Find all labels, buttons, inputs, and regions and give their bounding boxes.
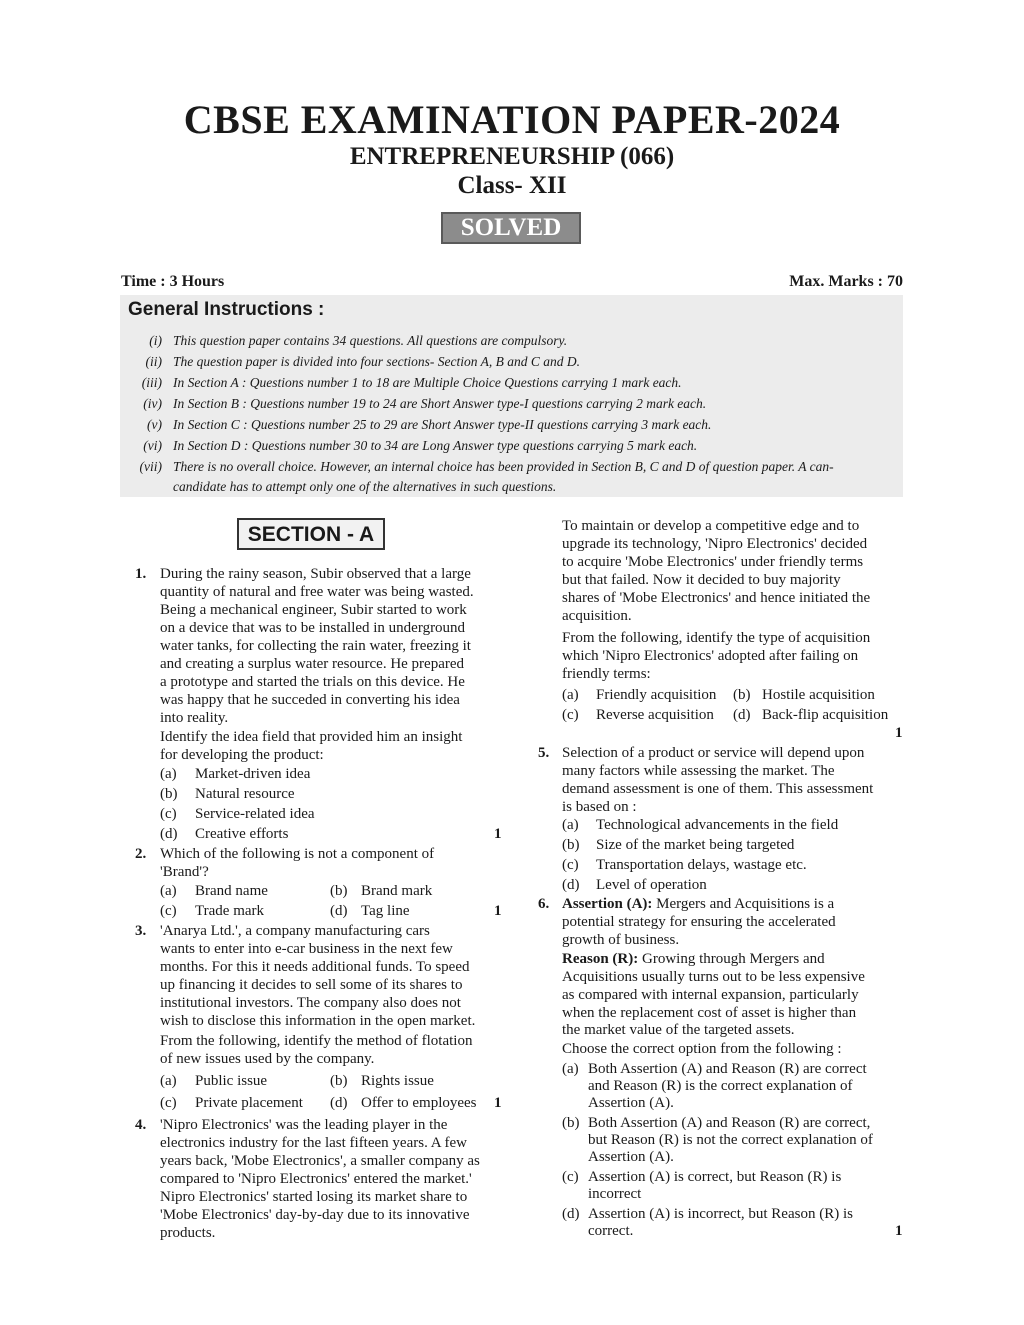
option-text-line: Both Assertion (A) and Reason (R) are correct [588, 1061, 867, 1077]
option-text: Brand name [195, 883, 268, 899]
question-text-line: products. [160, 1225, 216, 1241]
question-text-line: up financing it decides to sell some of its shares to [160, 977, 463, 993]
general-instructions [120, 295, 903, 497]
option-text-line: Assertion (A). [588, 1095, 674, 1111]
question-text-line: for developing the product: [160, 747, 324, 763]
option-text: Market-driven idea [195, 766, 311, 782]
question-text-line: months. For this it needs additional funds. To speed [160, 959, 470, 975]
question-text-line: electronics industry for the last fifteen years. A few [160, 1135, 467, 1151]
assertion-text: Mergers and Acquisitions is a [656, 896, 835, 912]
option-label: (d) [160, 826, 178, 842]
question-text-line: to acquire 'Mobe Electronics' under friendly terms [562, 554, 864, 570]
instructions-title: General Instructions : [128, 299, 325, 320]
question-number: 4. [135, 1117, 147, 1133]
question-text-line: on a device that was to be installed in underground [160, 620, 466, 636]
time-info: Time : 3 Hours [121, 273, 225, 290]
option-label: (b) [160, 786, 178, 802]
question-text-line: From the following, identify the method of flotation [160, 1033, 473, 1049]
question-text-line: Choose the correct option from the following : [562, 1041, 842, 1057]
question-text-line: institutional investors. The company also does not [160, 995, 461, 1011]
option-label: (d) [733, 707, 751, 723]
option-text: Private placement [195, 1095, 303, 1111]
option-text: Offer to employees [361, 1095, 477, 1111]
instruction-text: In Section B : Questions number 19 to 24 are Short Answer type-I questions carrying 2 mark each. [173, 396, 707, 411]
option-label: (b) [330, 883, 348, 899]
subject-title: ENTREPRENEURSHIP (066) [349, 143, 675, 170]
question-text-line: shares of 'Mobe Electronics' and hence initiated the [562, 590, 871, 606]
question-text-line: which 'Nipro Electronics' adopted after failing on [562, 648, 859, 664]
reason-text-line: when the replacement cost of asset is higher than [562, 1005, 857, 1021]
option-label: (d) [330, 903, 348, 919]
instruction-text: In Section D : Questions number 30 to 34 are Long Answer type questions carrying 5 mark each. [173, 438, 698, 453]
option-label: (a) [160, 883, 177, 899]
marks: 1 [895, 1223, 903, 1239]
question-text-line: acquisition. [562, 608, 632, 624]
assertion-text-line: growth of business. [562, 932, 680, 948]
question-text-line: is based on : [562, 799, 637, 815]
question-text-line: into reality. [160, 710, 229, 726]
option-text: Tag line [361, 903, 410, 919]
assertion-label: Assertion (A): [562, 896, 653, 912]
instruction-text: candidate has to attempt only one of the alternatives in such questions. [173, 479, 557, 494]
instruction-text: In Section A : Questions number 1 to 18 are Multiple Choice Questions carrying 1 mark each. [173, 375, 682, 390]
instruction-number: (vi) [143, 438, 162, 453]
option-text: Hostile acquisition [762, 687, 875, 703]
reason-text-line: the market value of the targeted assets. [562, 1022, 795, 1038]
option-text: Brand mark [361, 883, 433, 899]
question-text-line: water tanks, for collecting the rain water, freezing it [160, 638, 471, 654]
option-text-line: correct. [588, 1223, 634, 1239]
reason-text-line: as compared with internal expansion, particularly [562, 987, 859, 1003]
instruction-number: (iii) [141, 375, 162, 390]
option-label: (c) [562, 857, 579, 873]
question-text-line: 'Anarya Ltd.', a company manufacturing cars [160, 923, 430, 939]
instruction-text: The question paper is divided into four sections- Section A, B and C and D. [173, 354, 580, 369]
instruction-number: (ii) [145, 354, 162, 369]
question-text-line: Nipro Electronics' started losing its market share to [160, 1189, 468, 1205]
question-text-line: Identify the idea field that provided him an insight [160, 729, 463, 745]
option-label: (d) [562, 877, 580, 893]
question-number: 2. [135, 846, 147, 862]
class-label: Class- XII [457, 172, 567, 199]
question-text-line: wish to disclose this information in the open market. [160, 1013, 476, 1029]
page-title: CBSE EXAMINATION PAPER-2024 [183, 97, 841, 142]
question-text-line: During the rainy season, Subir observed that a large [160, 566, 471, 582]
marks: 1 [494, 826, 502, 842]
option-text-line: but Reason (R) is not the correct explanation of [588, 1132, 873, 1148]
question-text-line: Which of the following is not a component of [160, 846, 435, 862]
max-marks-info: Max. Marks : 70 [789, 273, 903, 290]
option-text: Service-related idea [195, 806, 315, 822]
option-text: Creative efforts [195, 826, 289, 842]
option-label: (a) [160, 1073, 177, 1089]
marks: 1 [494, 1095, 502, 1111]
option-text: Rights issue [361, 1073, 434, 1089]
reason-text: Growing through Mergers and [642, 951, 825, 967]
option-text: Reverse acquisition [596, 707, 714, 723]
option-text-line: Assertion (A). [588, 1149, 674, 1165]
assertion-text-line: potential strategy for ensuring the accelerated [562, 914, 836, 930]
option-label: (b) [562, 1115, 580, 1131]
option-label: (b) [733, 687, 751, 703]
question-text-line: To maintain or develop a competitive edge and to [562, 518, 860, 534]
reason-line [562, 950, 825, 968]
option-text: Size of the market being targeted [596, 837, 795, 853]
question-text-line: and creating a surplus water resource. He prepared [160, 656, 465, 672]
question-text-line: demand assessment is one of them. This assessment [562, 781, 874, 797]
question-text-line: 'Brand'? [160, 864, 209, 880]
option-label: (a) [562, 687, 579, 703]
instruction-text: In Section C : Questions number 25 to 29 are Short Answer type-II questions carrying 3 mark each. [173, 417, 712, 432]
option-label: (c) [562, 707, 579, 723]
question-number: 5. [538, 745, 550, 761]
option-label: (c) [160, 1095, 177, 1111]
question-text-line: Being a mechanical engineer, Subir started to work [160, 602, 467, 618]
option-label: (b) [330, 1073, 348, 1089]
section-a-heading: SECTION - A [237, 518, 385, 550]
option-label: (c) [160, 806, 177, 822]
question-text-line: friendly terms: [562, 666, 651, 682]
marks: 1 [895, 725, 903, 741]
option-text: Natural resource [195, 786, 295, 802]
assertion-line [562, 895, 834, 913]
instruction-number: (iv) [143, 396, 162, 411]
question-number: 6. [538, 896, 550, 912]
option-label: (a) [562, 1061, 579, 1077]
option-text: Level of operation [596, 877, 707, 893]
option-text: Back-flip acquisition [762, 707, 889, 723]
question-text-line: quantity of natural and free water was being wasted. [160, 584, 474, 600]
question-text-line: was happy that he succeded in converting his idea [160, 692, 460, 708]
reason-label: Reason (R): [562, 951, 639, 967]
option-text: Public issue [195, 1073, 268, 1089]
question-number: 3. [135, 923, 147, 939]
instruction-number: (vii) [139, 459, 162, 474]
option-text-line: incorrect [588, 1186, 642, 1202]
question-text-line: 'Nipro Electronics' was the leading player in the [160, 1117, 448, 1133]
instruction-number: (i) [149, 333, 162, 348]
option-text: Technological advancements in the field [596, 817, 839, 833]
option-label: (d) [330, 1095, 348, 1111]
question-text-line: From the following, identify the type of acquisition [562, 630, 871, 646]
question-text-line: 'Mobe Electronics' day-by-day due to its innovative [160, 1207, 470, 1223]
question-text-line: many factors while assessing the market. The [562, 763, 835, 779]
option-label: (a) [562, 817, 579, 833]
option-label: (c) [160, 903, 177, 919]
option-text-line: Assertion (A) is correct, but Reason (R) is [588, 1169, 842, 1185]
option-label: (a) [160, 766, 177, 782]
option-label: (d) [562, 1206, 580, 1222]
option-label: (c) [562, 1169, 579, 1185]
instruction-number: (v) [147, 417, 162, 432]
instruction-text: This question paper contains 34 questions. All questions are compulsory. [173, 333, 568, 348]
question-text-line: compared to 'Nipro Electronics' entered the market.' [160, 1171, 472, 1187]
option-text-line: and Reason (R) is the correct explanation of [588, 1078, 853, 1094]
option-label: (b) [562, 837, 580, 853]
marks: 1 [494, 903, 502, 919]
reason-text-line: Acquisitions usually turns out to be less expensive [562, 969, 865, 985]
option-text-line: Both Assertion (A) and Reason (R) are correct, [588, 1115, 871, 1131]
question-text-line: wants to enter into e-car business in the next few [160, 941, 453, 957]
question-text-line: years back, 'Mobe Electronics', a smaller company as [160, 1153, 480, 1169]
instruction-text: There is no overall choice. However, an internal choice has been provided in Section B, C and D of question paper. A can- [173, 459, 834, 474]
option-text: Transportation delays, wastage etc. [596, 857, 807, 873]
solved-badge: SOLVED [441, 212, 581, 244]
question-text-line: a prototype and started the trials on this device. He [160, 674, 465, 690]
question-text-line: upgrade its technology, 'Nipro Electronics' decided [562, 536, 868, 552]
question-text-line: Selection of a product or service will depend upon [562, 745, 865, 761]
option-text-line: Assertion (A) is incorrect, but Reason (R) is [588, 1206, 853, 1222]
option-text: Trade mark [195, 903, 265, 919]
question-text-line: but that failed. Now it decided to buy majority [562, 572, 841, 588]
question-text-line: of new issues used by the company. [160, 1051, 375, 1067]
question-number: 1. [135, 566, 147, 582]
option-text: Friendly acquisition [596, 687, 717, 703]
